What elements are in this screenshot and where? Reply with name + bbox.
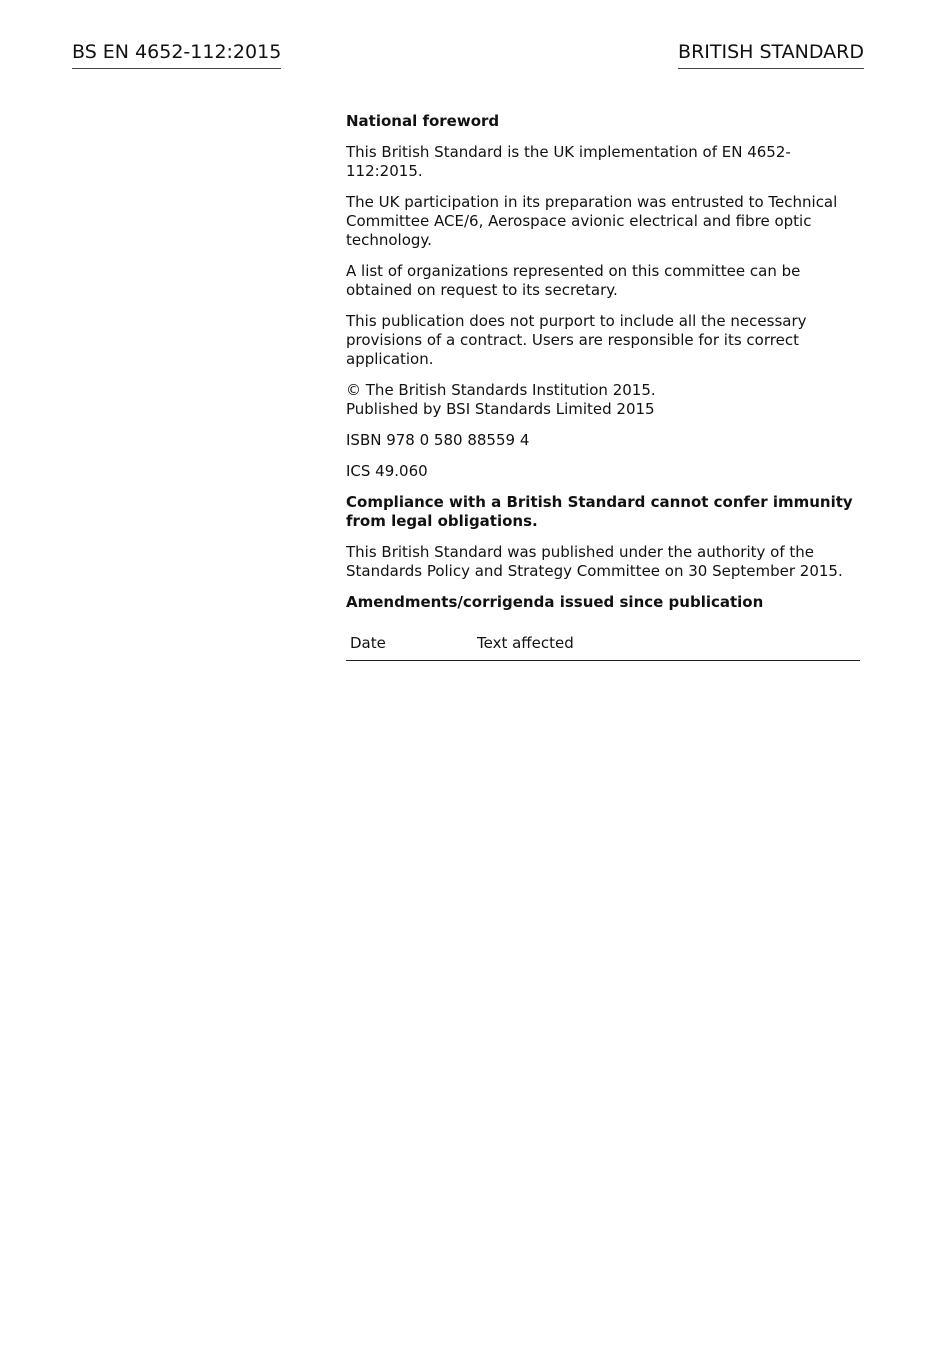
- document-number: BS EN 4652-112:2015: [72, 40, 281, 69]
- contract-paragraph: This publication does not purport to include all the necessary provisions of a contract. Users are responsible for its correct application.: [346, 312, 807, 368]
- participation-paragraph: The UK participation in its preparation was entrusted to Technical Committee ACE/6, Aerospace avionic electrical and fibre optic technology.: [346, 193, 838, 249]
- amendments-title: Amendments/corrigenda issued since publication: [346, 593, 764, 611]
- implementation-paragraph: This British Standard is the UK implementation of EN 4652-112:2015.: [346, 143, 791, 180]
- national-foreword-section: [346, 112, 862, 661]
- document-type: BRITISH STANDARD: [678, 40, 864, 69]
- table-header-row: [346, 626, 860, 661]
- authority-paragraph: This British Standard was published under the authority of the Standards Policy and Strategy Committee on 30 September 2015.: [346, 543, 843, 580]
- compliance-statement: Compliance with a British Standard cannot confer immunity from legal obligations.: [346, 493, 853, 530]
- publisher-line: Published by BSI Standards Limited 2015: [346, 400, 655, 418]
- amendments-table: [346, 626, 860, 661]
- column-header-text-affected: Text affected: [473, 626, 860, 661]
- column-header-date: Date: [346, 626, 473, 661]
- ics-line: ICS 49.060: [346, 462, 428, 480]
- foreword-title: National foreword: [346, 112, 500, 130]
- copyright-block: [346, 381, 862, 419]
- isbn-line: ISBN 978 0 580 88559 4: [346, 431, 530, 449]
- organizations-paragraph: A list of organizations represented on this committee can be obtained on request to its secretary.: [346, 262, 801, 299]
- copyright-line: © The British Standards Institution 2015.: [346, 381, 656, 399]
